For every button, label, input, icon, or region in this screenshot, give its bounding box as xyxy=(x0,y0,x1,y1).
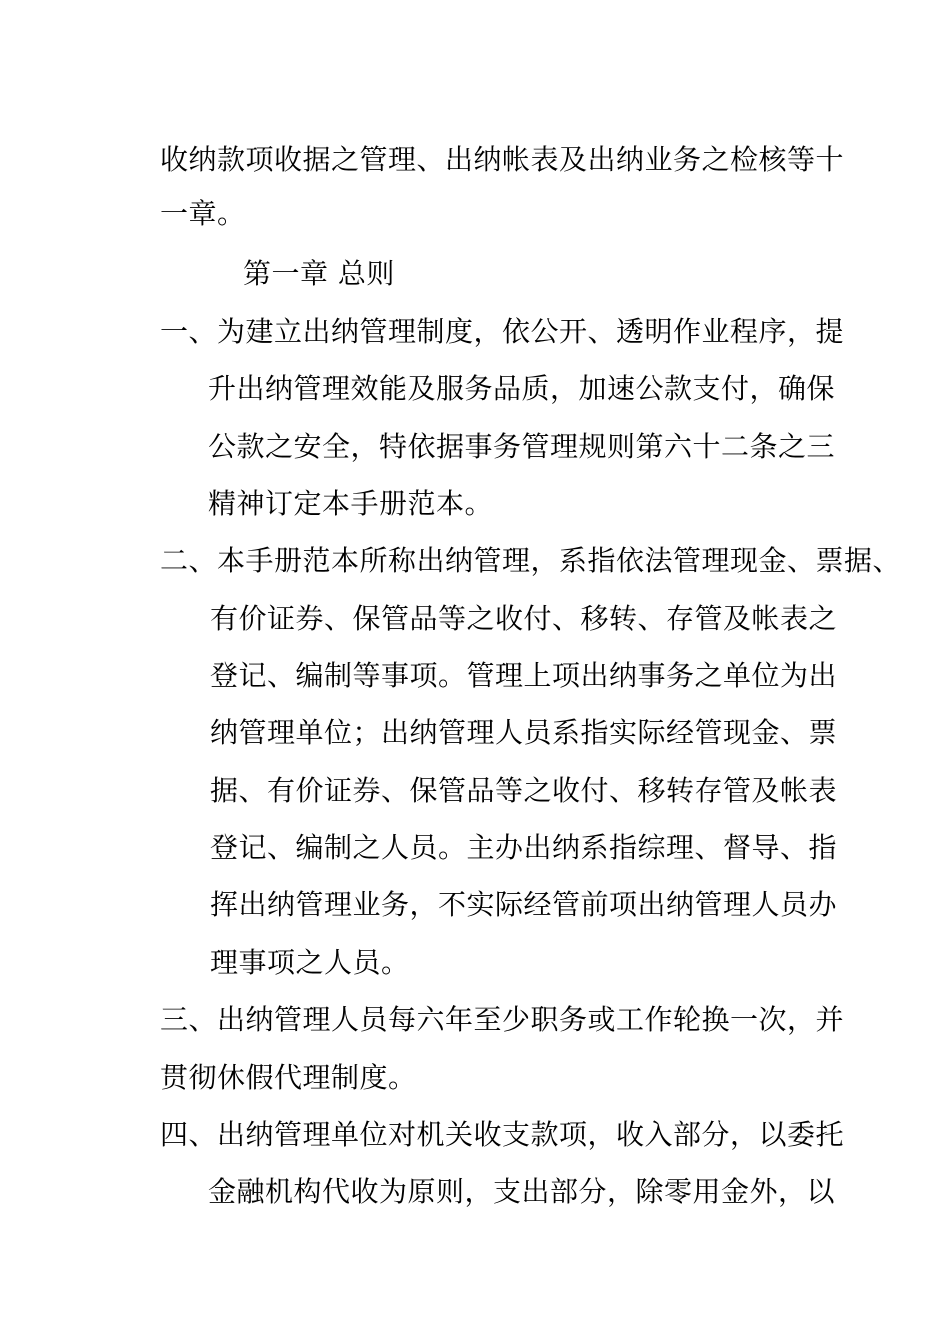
item2-line-8: 理事项之人员。 xyxy=(210,946,410,979)
item1-line-3: 公款之安全，特依据事务管理规则第六十二条之三 xyxy=(208,430,836,463)
item2-line-6: 登记、编制之人员。主办出纳系指综理、督导、指 xyxy=(210,831,838,864)
item1-line-4: 精神订定本手册范本。 xyxy=(208,487,494,520)
intro-line-2: 一章。 xyxy=(160,197,246,230)
intro-line-1: 收纳款项收据之管理、出纳帐表及出纳业务之检核等十 xyxy=(160,143,845,176)
item2-line-2: 有价证券、保管品等之收付、移转、存管及帐表之 xyxy=(210,602,838,635)
item2-line-5: 据、有价证券、保管品等之收付、移转存管及帐表 xyxy=(210,774,838,807)
item4-line-2: 金融机构代收为原则，支出部分，除零用金外，以 xyxy=(208,1175,836,1208)
item2-line-4: 纳管理单位；出纳管理人员系指实际经管现金、票 xyxy=(210,716,838,749)
item1-line-2: 升出纳管理效能及服务品质，加速公款支付，确保 xyxy=(208,372,836,405)
item2-line-1: 二、本手册范本所称出纳管理，系指依法管理现金、票据、 xyxy=(160,544,902,577)
item4-line-1: 四、出纳管理单位对机关收支款项，收入部分，以委托 xyxy=(160,1118,845,1151)
item3-line-2: 贯彻休假代理制度。 xyxy=(160,1061,417,1094)
item3-line-1: 三、出纳管理人员每六年至少职务或工作轮换一次，并 xyxy=(160,1003,845,1036)
item2-line-3: 登记、编制等事项。管理上项出纳事务之单位为出 xyxy=(210,659,838,692)
item2-line-7: 挥出纳管理业务，不实际经管前项出纳管理人员办 xyxy=(210,888,838,921)
chapter-heading: 第一章 总则 xyxy=(243,257,395,290)
item1-line-1: 一、为建立出纳管理制度，依公开、透明作业程序，提 xyxy=(160,315,845,348)
